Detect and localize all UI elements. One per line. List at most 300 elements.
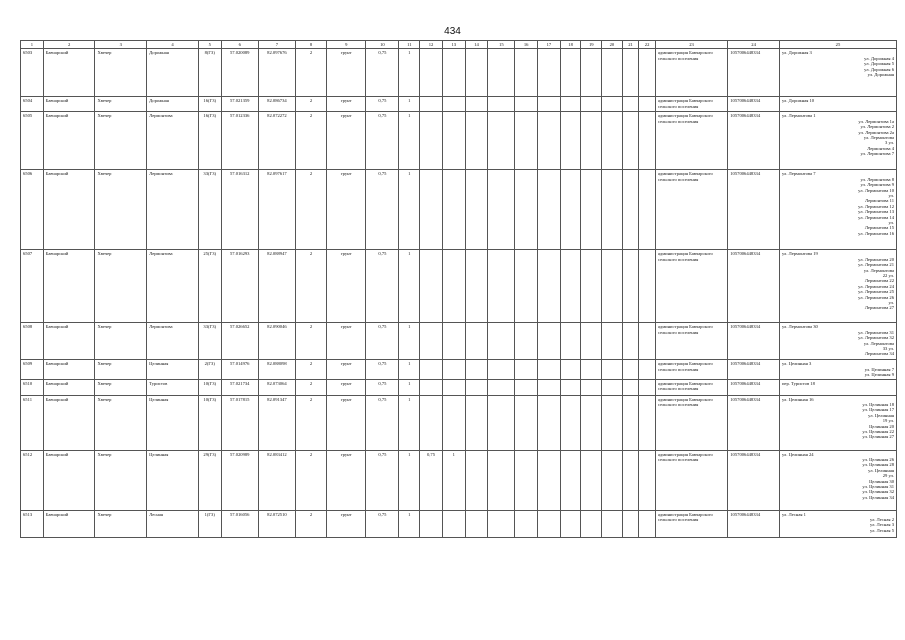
table-cell: 33(Г3) (198, 170, 221, 250)
table-cell (488, 360, 515, 379)
table-cell (639, 250, 656, 323)
table-cell (538, 323, 561, 360)
address-line: пер. Туристов 18 (781, 380, 815, 386)
table-cell (420, 49, 443, 97)
table-cell: 29(Г3) (198, 450, 221, 510)
table-cell: администрация Бавчарского сельского поселения (655, 250, 727, 323)
table-cell (465, 395, 488, 450)
table-cell: 1057006448334 (728, 450, 780, 510)
table-cell (465, 97, 488, 112)
table-cell: Лермонтова (147, 323, 199, 360)
table-cell: 6513 (21, 510, 44, 537)
table-cell (622, 395, 639, 450)
column-header-8: 8 (296, 41, 327, 49)
table-cell: 1057006448334 (728, 49, 780, 97)
address-line: Целинная 30 (869, 478, 894, 484)
table-row (21, 49, 897, 97)
table-cell: Лермонтова (147, 112, 199, 170)
table-cell: Хвечер (95, 49, 147, 97)
table-cell (622, 323, 639, 360)
address-line: ул. Целинная 17 (862, 407, 894, 413)
table-cell (488, 510, 515, 537)
table-cell: 82.072510 (258, 510, 295, 537)
table-cell: Бавчарский (43, 170, 95, 250)
table-cell (639, 510, 656, 537)
table-cell: Бавчарский (43, 450, 95, 510)
address-list-cell (779, 379, 896, 395)
address-line: ул. Лермонтова 31 (858, 329, 894, 335)
table-cell (465, 510, 488, 537)
address-line: ул. Лермонтова 10 (858, 187, 894, 193)
column-header-18: 18 (560, 41, 581, 49)
table-cell (488, 97, 515, 112)
table-cell (622, 379, 639, 395)
table-cell (639, 170, 656, 250)
table-row (21, 250, 897, 323)
table-cell (560, 450, 581, 510)
table-cell: администрация Бавчарского сельского поселения (655, 97, 727, 112)
column-header-20: 20 (602, 41, 623, 49)
column-header-2: 2 (43, 41, 95, 49)
table-cell: 57.021359 (221, 97, 258, 112)
table-cell (639, 97, 656, 112)
roads-register-table (20, 40, 897, 538)
address-line: ул. Целинная 26 (862, 457, 894, 463)
address-list-cell (779, 170, 896, 250)
table-cell: администрация Бавчарского сельского поселения (655, 323, 727, 360)
table-cell (581, 97, 602, 112)
column-header-1: 1 (21, 41, 44, 49)
table-cell: Хвечер (95, 97, 147, 112)
table-cell (560, 49, 581, 97)
table-cell: Бавчарский (43, 510, 95, 537)
table-cell (538, 97, 561, 112)
table-cell: 1 (399, 450, 420, 510)
table-cell (442, 510, 465, 537)
address-line: ул. Целинная (868, 412, 894, 418)
table-cell: 10(Г3) (198, 379, 221, 395)
table-cell (515, 510, 538, 537)
table-cell: 2 (296, 49, 327, 97)
table-cell: 2 (296, 450, 327, 510)
table-cell: 82.072272 (258, 112, 295, 170)
table-cell (581, 112, 602, 170)
table-cell: 1 (399, 323, 420, 360)
address-line: Лермонтова 27 (864, 305, 894, 311)
table-cell (602, 250, 623, 323)
address-line: ул. Дорожная 6 (864, 66, 894, 72)
table-cell: Хвечер (95, 112, 147, 170)
address-line: Лермонтова 15 (864, 225, 894, 231)
table-row (21, 395, 897, 450)
table-cell: Хвечер (95, 360, 147, 379)
table-cell (602, 379, 623, 395)
address-line: ул. Лермонтова 1а (858, 118, 894, 124)
table-cell: Бавчарский (43, 97, 95, 112)
table-cell: администрация Бавчарского сельского поселения (655, 379, 727, 395)
address-line: ул. Лермонтова (863, 340, 894, 346)
table-cell (602, 450, 623, 510)
table-cell (538, 49, 561, 97)
table-cell: 0,75 (366, 379, 399, 395)
address-list-cell (779, 360, 896, 379)
table-cell: 0,75 (366, 323, 399, 360)
table-cell (420, 97, 443, 112)
column-header-12: 12 (420, 41, 443, 49)
address-line: ул. Лермонтова 12 (858, 203, 894, 209)
address-line: ул. (888, 300, 894, 306)
address-line: ул. Целинная 9 (864, 372, 894, 378)
column-header-22: 22 (639, 41, 656, 49)
table-cell (639, 112, 656, 170)
table-cell: 82.090046 (258, 323, 295, 360)
column-header-15: 15 (488, 41, 515, 49)
table-cell: 82.088098 (258, 360, 295, 379)
table-cell: 33(Г3) (198, 323, 221, 360)
address-line: ул. Лермонтова 19 (781, 251, 818, 257)
address-line: ул. Лермонтова 9 (860, 182, 894, 188)
table-cell: 0,75 (366, 450, 399, 510)
address-line: ул. Целинная 28 (862, 462, 894, 468)
column-header-17: 17 (538, 41, 561, 49)
table-cell: 6512 (21, 450, 44, 510)
table-cell: Бавчарский (43, 323, 95, 360)
table-cell (538, 250, 561, 323)
table-cell (488, 250, 515, 323)
table-cell: 1 (399, 112, 420, 170)
table-cell: Хвечер (95, 250, 147, 323)
table-cell (622, 250, 639, 323)
table-cell: 57.020089 (221, 49, 258, 97)
address-line: 22 ул. (882, 273, 894, 279)
table-cell: 6503 (21, 49, 44, 97)
address-line: Целинная 20 (869, 423, 894, 429)
table-cell: 57.021734 (221, 379, 258, 395)
table-cell: 2 (296, 510, 327, 537)
table-cell (581, 323, 602, 360)
column-header-7: 7 (258, 41, 295, 49)
table-cell: 0,75 (366, 97, 399, 112)
table-cell: Бавчарский (43, 360, 95, 379)
table-row (21, 510, 897, 537)
table-cell (538, 170, 561, 250)
table-cell (442, 360, 465, 379)
address-list-cell (779, 395, 896, 450)
table-cell (581, 170, 602, 250)
table-cell: грунт (327, 450, 366, 510)
table-cell: 2 (296, 170, 327, 250)
table-cell: 2 (296, 360, 327, 379)
column-header-6: 6 (221, 41, 258, 49)
table-cell (639, 379, 656, 395)
address-line: Лермонтова 34 (864, 351, 894, 357)
table-cell (420, 379, 443, 395)
column-header-11: 11 (399, 41, 420, 49)
column-header-5: 5 (198, 41, 221, 49)
address-line: ул. Дорожная 10 (781, 98, 815, 104)
table-cell: Лермонтова (147, 250, 199, 323)
table-cell: 57.012336 (221, 112, 258, 170)
table-cell (602, 510, 623, 537)
table-cell (465, 379, 488, 395)
table-cell (602, 360, 623, 379)
table-cell: 2 (296, 97, 327, 112)
address-list-cell (779, 250, 896, 323)
column-header-3: 3 (95, 41, 147, 49)
table-cell (560, 323, 581, 360)
table-cell: 1057006448334 (728, 250, 780, 323)
table-cell: 57.020989 (221, 450, 258, 510)
address-line: ул. (888, 220, 894, 226)
address-list-cell (779, 97, 896, 112)
table-cell (622, 510, 639, 537)
address-line: ул. Лермонтова 30 (781, 324, 818, 330)
table-cell (538, 450, 561, 510)
address-line: ул. Дорожная 4 (864, 55, 894, 61)
table-cell: Бавчарский (43, 250, 95, 323)
table-cell: 10(Г3) (198, 395, 221, 450)
column-header-14: 14 (465, 41, 488, 49)
table-cell (622, 97, 639, 112)
address-line: ул. Целинная 3 (781, 361, 812, 367)
table-cell: 82.091347 (258, 395, 295, 450)
table-cell (538, 395, 561, 450)
address-line: ул. Лермонтова (863, 135, 894, 141)
table-cell (488, 395, 515, 450)
address-line: ул. Лермонтова 2 (860, 124, 894, 130)
table-row (21, 170, 897, 250)
table-cell (560, 250, 581, 323)
table-cell (442, 170, 465, 250)
table-cell (602, 97, 623, 112)
table-cell: 6510 (21, 379, 44, 395)
address-line: ул. Целинная 7 (864, 366, 894, 372)
table-cell (639, 450, 656, 510)
address-line: 33 ул. (882, 346, 894, 352)
table-cell: 2 (296, 395, 327, 450)
table-cell: Хвечер (95, 170, 147, 250)
table-cell (515, 49, 538, 97)
address-list-cell (779, 323, 896, 360)
table-cell: грунт (327, 510, 366, 537)
table-cell (515, 97, 538, 112)
table-cell (639, 323, 656, 360)
table-cell (442, 379, 465, 395)
table-cell (622, 170, 639, 250)
table-cell (581, 49, 602, 97)
table-cell: 82.073064 (258, 379, 295, 395)
table-row (21, 360, 897, 379)
address-line: ул. Лермонтова 7 (781, 171, 816, 177)
address-line: 29 ул. (882, 473, 894, 479)
table-cell: 1 (399, 97, 420, 112)
table-cell: Бавчарский (43, 395, 95, 450)
table-cell: администрация Бавчарского сельского поселения (655, 49, 727, 97)
table-cell: 2 (296, 112, 327, 170)
table-cell: Хвечер (95, 510, 147, 537)
table-cell (560, 360, 581, 379)
address-line: ул. Целинная 31 (862, 484, 894, 490)
table-cell: администрация Бавчарского сельского поселения (655, 170, 727, 250)
address-line: ул. Дорожная 5 (864, 61, 894, 67)
table-cell: 0,75 (366, 170, 399, 250)
table-cell: 0,75 (366, 250, 399, 323)
table-cell: администрация Бавчарского сельского поселения (655, 395, 727, 450)
table-cell: 82.088947 (258, 250, 295, 323)
address-line: ул. Лермонтова 7 (860, 151, 894, 157)
table-cell: Дорожная (147, 49, 199, 97)
address-line: ул. Лермонтова 32 (858, 335, 894, 341)
table-cell (639, 49, 656, 97)
table-cell: 1 (399, 395, 420, 450)
address-line: ул. Лермонтова 20 (858, 256, 894, 262)
table-cell (442, 250, 465, 323)
table-cell (515, 395, 538, 450)
address-line: ул. Лесная 3 (869, 522, 894, 528)
table-cell: 0,75 (366, 360, 399, 379)
column-header-25: 25 (779, 41, 896, 49)
table-cell: 57.016293 (221, 250, 258, 323)
table-cell: 6511 (21, 395, 44, 450)
table-cell (488, 49, 515, 97)
table-cell: 0,75 (366, 395, 399, 450)
address-list-cell (779, 112, 896, 170)
table-cell: 2 (296, 250, 327, 323)
table-cell (515, 250, 538, 323)
table-cell: 2 (296, 323, 327, 360)
table-cell (488, 323, 515, 360)
table-cell: Туристов (147, 379, 199, 395)
table-cell (465, 323, 488, 360)
table-cell (488, 170, 515, 250)
column-header-4: 4 (147, 41, 199, 49)
address-line: ул. Дорожная 3 (781, 50, 812, 56)
table-cell: 57.016312 (221, 170, 258, 250)
table-cell (420, 170, 443, 250)
table-cell (538, 112, 561, 170)
table-cell (515, 112, 538, 170)
address-line: ул. Целинная 34 (862, 494, 894, 500)
table-cell (420, 323, 443, 360)
table-cell (442, 112, 465, 170)
column-header-24: 24 (728, 41, 780, 49)
address-line: ул. (888, 193, 894, 199)
table-cell (581, 379, 602, 395)
table-cell (538, 379, 561, 395)
table-cell (420, 250, 443, 323)
table-cell: 0,75 (366, 510, 399, 537)
table-cell (622, 450, 639, 510)
table-cell (602, 112, 623, 170)
table-cell: администрация Бавчарского сельского поселения (655, 112, 727, 170)
table-row (21, 379, 897, 395)
table-cell (488, 379, 515, 395)
table-cell: 82.083412 (258, 450, 295, 510)
table-cell: 1057006448334 (728, 510, 780, 537)
address-line: ул. Целинная 24 (781, 451, 814, 457)
table-cell: Целинная (147, 395, 199, 450)
address-line: ул. Целинная 18 (862, 402, 894, 408)
table-cell: 1057006448334 (728, 112, 780, 170)
table-cell: 25(Г3) (198, 250, 221, 323)
address-line: ул. Целинная (868, 467, 894, 473)
table-cell (602, 395, 623, 450)
table-cell (602, 49, 623, 97)
table-cell: 1(Г3) (198, 510, 221, 537)
header-row (21, 41, 897, 49)
column-header-10: 10 (366, 41, 399, 49)
address-line: Лермонтова 22 (864, 278, 894, 284)
table-cell: Хвечер (95, 379, 147, 395)
table-cell: 1 (399, 250, 420, 323)
table-cell: Дорожная (147, 97, 199, 112)
table-cell: 82.097617 (258, 170, 295, 250)
table-cell: грунт (327, 323, 366, 360)
table-cell: 57.014976 (221, 360, 258, 379)
table-cell: 16(Г3) (198, 97, 221, 112)
table-cell: 8(Г3) (198, 49, 221, 97)
table-cell: 57.026652 (221, 323, 258, 360)
table-cell: 6505 (21, 112, 44, 170)
table-cell: 16(Г3) (198, 112, 221, 170)
table-cell: Целинная (147, 450, 199, 510)
table-cell: 2(Г3) (198, 360, 221, 379)
table-cell (515, 450, 538, 510)
address-line: 19 ул. (882, 418, 894, 424)
table-cell: грунт (327, 360, 366, 379)
table-cell (465, 360, 488, 379)
table-cell (560, 510, 581, 537)
table-cell (465, 450, 488, 510)
table-cell (515, 170, 538, 250)
address-line: ул. Лесная 1 (781, 511, 806, 517)
table-cell (465, 49, 488, 97)
table-cell (581, 250, 602, 323)
column-header-23: 23 (655, 41, 727, 49)
address-line: ул. Лермонтова 13 (858, 209, 894, 215)
table-cell (420, 395, 443, 450)
address-line: ул. Лесная 2 (869, 517, 894, 523)
table-cell (538, 510, 561, 537)
table-cell (465, 170, 488, 250)
table-cell: 1057006448334 (728, 97, 780, 112)
table-cell: 6509 (21, 360, 44, 379)
table-cell: 1057006448334 (728, 170, 780, 250)
table-cell: 0,75 (366, 112, 399, 170)
table-cell (581, 360, 602, 379)
table-cell (581, 395, 602, 450)
table-cell (622, 360, 639, 379)
table-cell: 6507 (21, 250, 44, 323)
table-cell (602, 323, 623, 360)
table-cell: 2 (296, 379, 327, 395)
address-line: ул. Лермонтова 24 (858, 283, 894, 289)
table-cell (581, 510, 602, 537)
table-cell (560, 170, 581, 250)
address-line: ул. Целинная 22 (862, 429, 894, 435)
address-line: ул. Лермонтова 14 (858, 214, 894, 220)
address-line: ул. Дорожная (867, 72, 894, 78)
address-line: ул. Лермонтова 2а (858, 129, 894, 135)
table-cell: администрация Бавчарского сельского поселения (655, 450, 727, 510)
table-row (21, 97, 897, 112)
address-list-cell (779, 49, 896, 97)
table-cell (560, 97, 581, 112)
table-cell (560, 395, 581, 450)
table-cell: 1 (399, 360, 420, 379)
table-cell: Хвечер (95, 450, 147, 510)
address-line: ул. Лермонтова 1 (781, 113, 816, 119)
